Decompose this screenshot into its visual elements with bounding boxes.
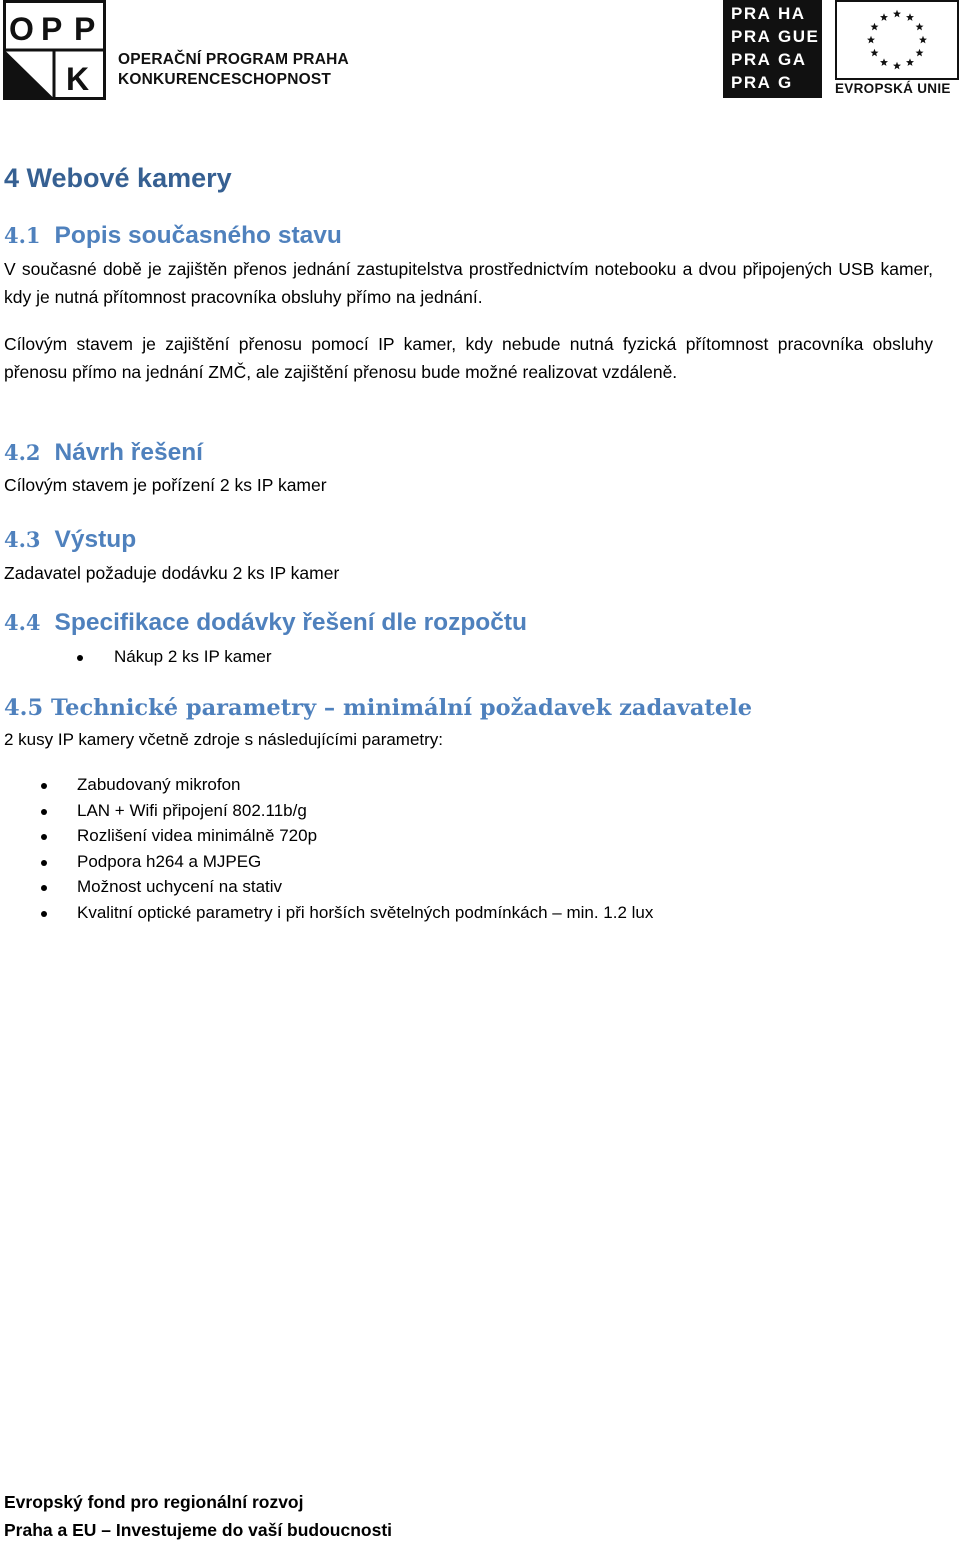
eu-star-icon [870,49,878,57]
praha-cell-3-0: PRA [731,73,772,92]
eu-star-icon [880,13,888,21]
eu-star-icon [919,36,927,44]
spec-item-1: Zabudovaný mikrofon [77,775,241,794]
bullet-dot [41,860,47,866]
section-4-3-title: Výstup [54,526,137,553]
bullet-dot [41,834,47,840]
praha-logo [723,0,822,98]
footer-line-1: Evropský fond pro regionální rozvoj [4,1492,304,1512]
section-4-3-number: 4.3 [4,527,41,552]
eu-star-icon [893,62,901,70]
section-4-3-text: Zadavatel požaduje dodávku 2 ks IP kamer [4,563,340,583]
praha-cell-0-0: PRA [731,4,772,23]
bullet-dot [41,809,47,815]
oppk-letter-p1: P [41,11,63,47]
section-4-2-title: Návrh řešení [54,439,203,466]
bullet-dot [41,911,47,917]
section-4-4-title: Specifikace dodávky řešení dle rozpočtu [54,609,528,636]
oppk-logo [3,0,106,100]
spec-item-6: Kvalitní optické parametry i při horších světelných podmínkách – min. 1.2 lux [77,903,654,922]
eu-star-icon [906,58,914,66]
eu-star-icon [893,10,901,18]
section-4-1-heading [4,222,342,250]
oppk-title-line1: OPERAČNÍ PROGRAM PRAHA [118,51,349,68]
eu-star-icon [906,13,914,21]
section-4-1-paragraph-2: Cílovým stavem je zajištění přenosu pomocí IP kamer, kdy nebude nutná fyzická přítomnost pracovníka obsluhy přenosu přímo na jednání ZMČ, ale zajištění přenosu bude možné realizovat vzdáleně. [4,334,933,382]
oppk-title-line2: KONKURENCESCHOPNOST [118,71,332,88]
eu-star-icon [916,23,924,31]
section-4-2-text: Cílovým stavem je pořízení 2 ks IP kamer [4,475,327,495]
oppk-title [118,50,349,90]
eu-label: EVROPSKÁ UNIE [835,81,951,96]
praha-cell-3-1: G [778,73,793,92]
section-4-2-heading [4,439,203,467]
praha-cell-0-1: HA [778,4,806,23]
section-4-2-number: 4.2 [4,440,41,465]
section-4-5-heading: 4.5 Technické parametry – minimální požadavek zadavatele [4,695,753,721]
praha-cell-1-1: GUE [778,27,820,46]
section-4-1-paragraph-1: V současné době je zajištěn přenos jednání zastupitelstva prostřednictvím notebooku a dvou připojených USB kamer, kdy je nutná přítomnost pracovníka obsluhy přímo na jednání. [4,259,933,307]
praha-cell-2-0: PRA [731,50,772,69]
section-4-title: 4 Webové kamery [4,163,232,193]
section-4-5-intro: 2 kusy IP kamery včetně zdroje s následujícími parametry: [4,730,444,749]
section-4-4-number: 4.4 [4,610,41,635]
section-4-4-item-1: Nákup 2 ks IP kamer [114,647,272,666]
praha-cell-2-1: GA [778,50,807,69]
spec-item-4: Podpora h264 a MJPEG [77,852,262,871]
praha-cell-1-0: PRA [731,27,772,46]
oppk-letter-k: K [66,61,90,97]
section-4-1-number: 4.1 [4,223,41,248]
spec-item-3: Rozlišení videa minimálně 720p [77,826,318,845]
section-4-1-title: Popis současného stavu [54,222,342,249]
bullet-dot [41,885,47,891]
eu-star-icon [916,49,924,57]
eu-star-icon [880,58,888,66]
oppk-letter-p2: P [74,11,96,47]
bullet-dot [77,655,83,661]
eu-star-icon [870,23,878,31]
eu-star-icon [867,36,875,44]
section-4-3-heading [4,526,136,554]
spec-item-2: LAN + Wifi připojení 802.11b/g [77,801,307,820]
bullet-dot [41,783,47,789]
spec-item-5: Možnost uchycení na stativ [77,877,283,896]
section-4-4-heading [4,609,527,637]
oppk-letter-o: O [9,11,34,47]
footer-line-2: Praha a EU – Investujeme do vaší budoucnosti [4,1520,393,1540]
